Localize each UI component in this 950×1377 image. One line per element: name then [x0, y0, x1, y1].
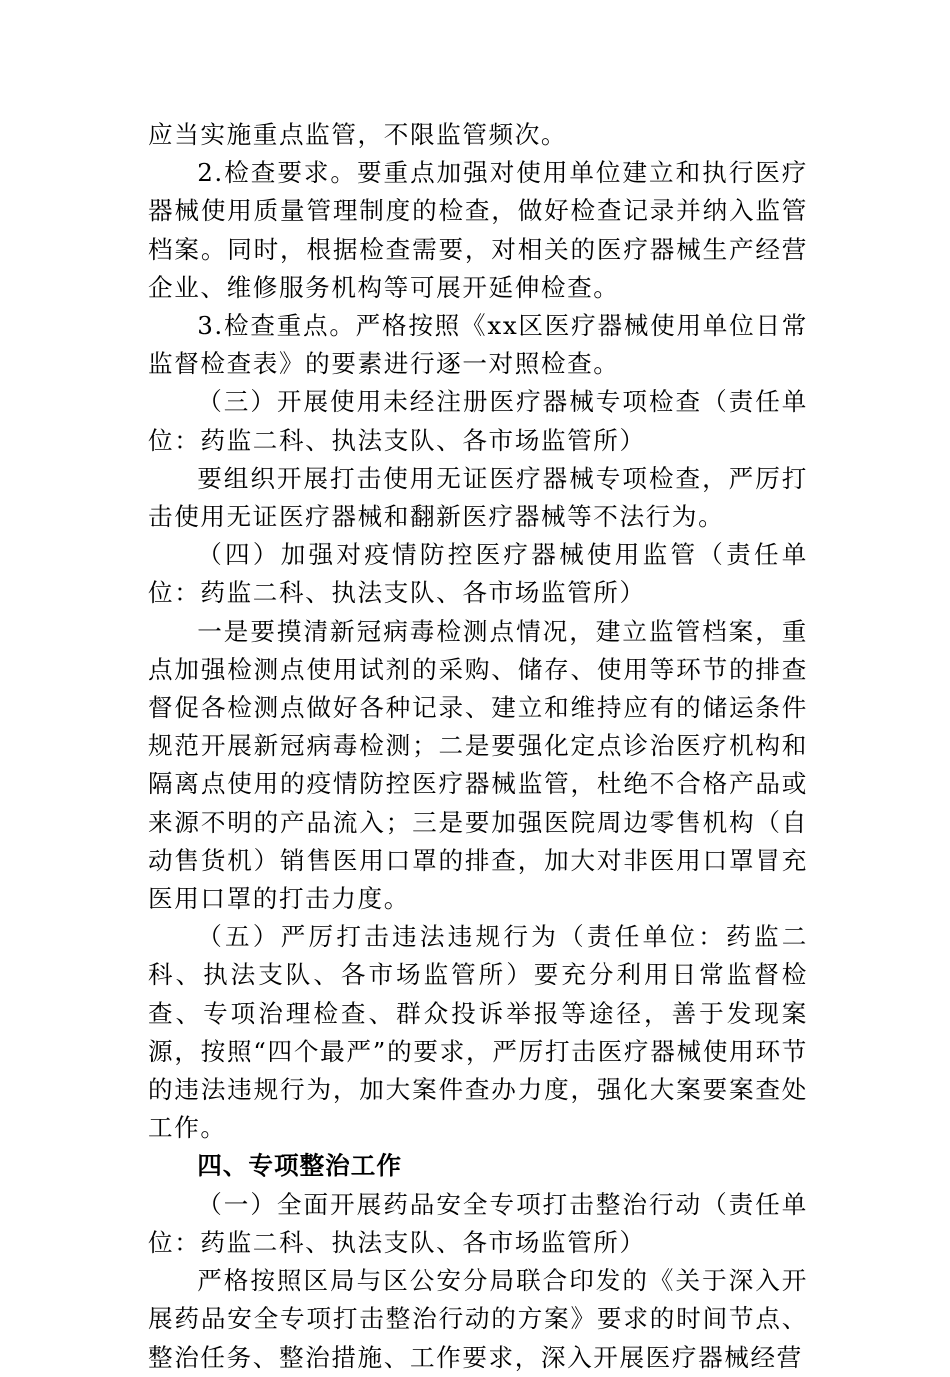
subheading-epidemic-devices-supervision: （四）加强对疫情防控医疗器械使用监管（责任单位：药监二科、执法支队、各市场监管所） — [148, 540, 808, 608]
paragraph-inspection-focus: 3.检查重点。严格按照《xx区医疗器械使用单位日常监督检查表》的要素进行逐一对照检查。 — [148, 311, 808, 379]
paragraph-crack-down-violations: （五）严厉打击违法违规行为（责任单位：药监二科、执法支队、各市场监管所）要充分利用日常监督检查、专项治理检查、群众投诉举报等途径，善于发现案源，按照“四个最严”的要求，严厉打击医疗器械使用环节的违法违规行为，加大案件查办力度，强化大案要案查处工作。 — [148, 922, 808, 1143]
paragraph-unlicensed-devices: 要组织开展打击使用无证医疗器械专项检查，严厉打击使用无证医疗器械和翻新医疗器械等不法行为。 — [148, 463, 808, 532]
subheading-drug-safety-action: （一）全面开展药品安全专项打击整治行动（责任单位：药监二科、执法支队、各市场监管所） — [148, 1189, 808, 1257]
section-heading-special-rectification: 四、专项整治工作 — [197, 1151, 402, 1181]
paragraph-continuation: 应当实施重点监管，不限监管频次。 — [148, 120, 568, 149]
subheading-unregistered-devices-inspection: （三）开展使用未经注册医疗器械专项检查（责任单位：药监二科、执法支队、各市场监管所） — [148, 387, 808, 455]
document-page — [148, 116, 808, 1377]
paragraph-epidemic-measures: 一是要摸清新冠病毒检测点情况，建立监管档案，重点加强检测点使用试剂的采购、储存、使用等环节的排查督促各检测点做好各种记录、建立和维持应有的储运条件规范开展新冠病毒检测；二是要强化定点诊治医疗机构和隔离点使用的疫情防控医疗器械监管，杜绝不合格产品或来源不明的产品流入；三是要加强医院周边零售机构（自动售货机）销售医用口罩的排查，加大对非医用口罩冒充医用口罩的打击力度。 — [148, 616, 808, 914]
paragraph-inspection-requirements: 2.检查要求。要重点加强对使用单位建立和执行医疗器械使用质量管理制度的检查，做好检查记录并纳入监管档案。同时，根据检查需要，对相关的医疗器械生产经营企业、维修服务机构等可展开延伸检查。 — [148, 158, 808, 302]
paragraph-drug-safety-plan: 严格按照区局与区公安分局联合印发的《关于深入开展药品安全专项打击整治行动的方案》要求的时间节点、整治任务、整治措施、工作要求，深入开展医疗器械经营 — [148, 1266, 808, 1372]
